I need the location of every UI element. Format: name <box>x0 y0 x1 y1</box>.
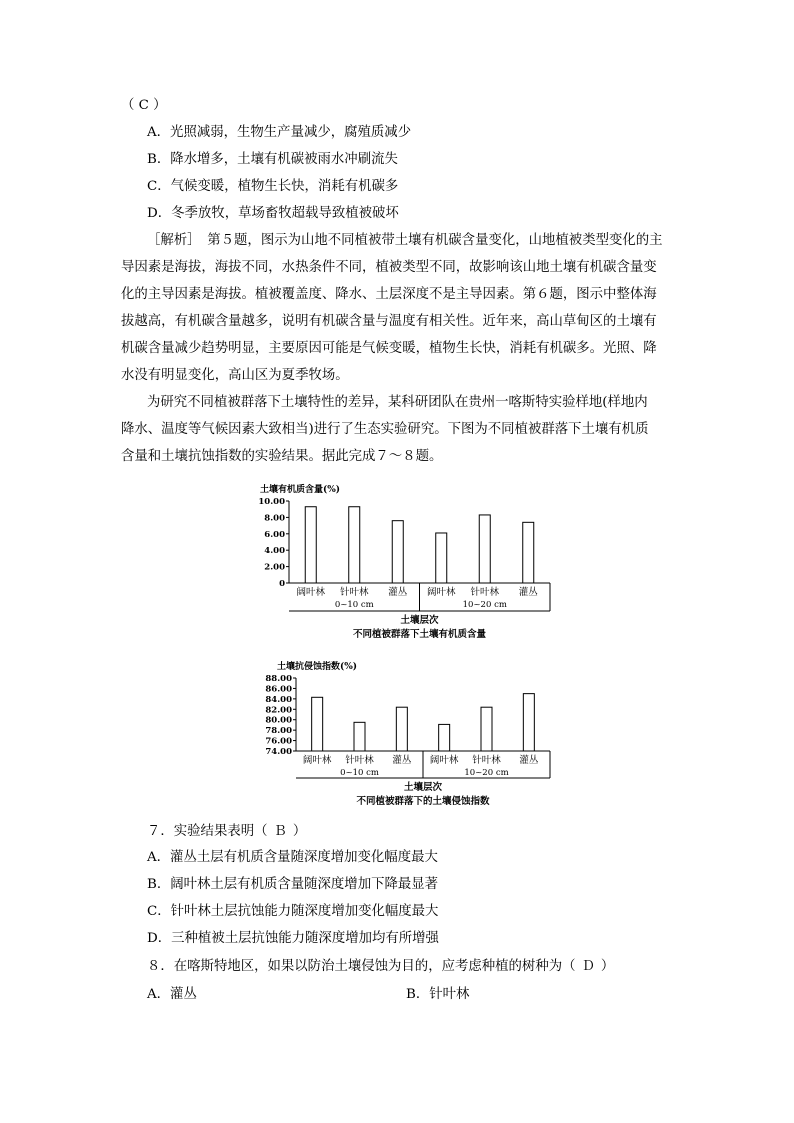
y-tick-label: 76.00 <box>265 736 292 747</box>
x-category-label: 阔叶林 <box>426 587 456 598</box>
y-axis-label: 土壤抗侵蚀指数(%) <box>277 662 358 672</box>
x-category-label: 灌丛 <box>392 755 412 766</box>
analysis-line-3: 化的主导因素是海拔。植被覆盖度、降水、土层深度不是主导因素。第６题，图示中整体海 <box>121 287 657 302</box>
bar <box>312 697 323 751</box>
y-tick-label: 82.00 <box>265 705 292 716</box>
y-tick-label: 86.00 <box>265 684 292 695</box>
x-category-label: 针叶林 <box>472 755 501 766</box>
bar <box>305 507 316 583</box>
group-label: 10~20 cm <box>464 768 509 778</box>
q7-option-c: C．针叶林土层抗蚀能力随深度增加变化幅度最大 <box>147 904 439 919</box>
bar <box>523 694 534 751</box>
x-axis-label: 土壤层次 <box>400 615 439 626</box>
intro-line-3: 含量和土壤抗蚀指数的实验结果。据此完成７～８题。 <box>121 449 443 464</box>
y-tick-label: 0 <box>279 579 285 589</box>
x-category-label: 灌丛 <box>518 587 538 598</box>
x-category-label: 灌丛 <box>519 755 539 766</box>
y-tick-label: 78.00 <box>265 726 292 737</box>
x-category-label: 阔叶林 <box>429 755 459 766</box>
y-tick-label: 4.00 <box>264 546 285 557</box>
y-tick-label: 74.00 <box>265 747 292 757</box>
q6-option-b: B．降水增多，土壤有机碳被雨水冲刷流失 <box>147 152 398 167</box>
analysis-line-4: 拔越高，有机碳含量越多，说明有机碳含量与温度有相关性。近年来，高山草甸区的土壤有 <box>121 314 657 329</box>
bar <box>354 722 365 751</box>
analysis-line-1: ［解析］ 第５题，图示为山地不同植被带土壤有机碳含量变化，山地植被类型变化的主 <box>147 233 663 248</box>
q8-stem: ８．在喀斯特地区，如果以防治土壤侵蚀为目的，应考虑种植的树种为（ Ｄ ） <box>147 958 615 974</box>
q7-stem: ７．实验结果表明（ Ｂ ） <box>147 823 307 839</box>
y-axis-label: 土壤有机质含量(%) <box>260 485 341 495</box>
bar <box>396 707 407 751</box>
bar <box>349 507 360 583</box>
intro-line-1: 为研究不同植被群落下土壤特性的差异，某科研团队在贵州一喀斯特实验样地(样地内 <box>147 395 648 410</box>
analysis-line-6: 水没有明显变化，高山区为夏季牧场。 <box>121 368 349 383</box>
q7-option-b: B．阔叶林土层有机质含量随深度增加下降最显著 <box>147 877 439 892</box>
y-tick-label: 2.00 <box>264 562 285 573</box>
chart-title: 不同植被群落下的土壤侵蚀指数 <box>356 796 490 807</box>
y-tick-label: 8.00 <box>264 513 285 524</box>
q7-answer: Ｂ <box>273 823 287 838</box>
bar <box>392 521 403 583</box>
y-tick-label: 10.00 <box>258 497 285 507</box>
y-tick-label: 84.00 <box>265 694 292 705</box>
x-axis-label: 土壤层次 <box>403 782 443 793</box>
q7-option-a: A．灌丛土层有机质含量随深度增加变化幅度最大 <box>147 850 438 865</box>
x-category-label: 针叶林 <box>339 587 369 598</box>
bar <box>481 707 492 751</box>
organic-matter-chart <box>250 478 560 648</box>
x-category-label: 灌丛 <box>388 587 408 598</box>
bar <box>436 533 447 583</box>
analysis-line-5: 机碳含量减少趋势明显，主要原因可能是气候变暖，植物生长快，消耗有机碳多。光照、降 <box>121 341 657 356</box>
y-tick-label: 88.00 <box>265 674 292 684</box>
q7-option-d: D．三种植被土层抗蚀能力随深度增加均有所增强 <box>147 931 439 946</box>
intro-line-2: 降水、温度等气候因素大致相当)进行了生态实验研究。下图为不同植被群落下土壤有机质 <box>121 422 649 437</box>
y-tick-label: 80.00 <box>265 715 292 726</box>
x-category-label: 阔叶林 <box>302 755 332 766</box>
q8-option-b: B．针叶林 <box>406 987 470 1002</box>
group-label: 10~20 cm <box>462 600 507 610</box>
chart-title: 不同植被群落下土壤有机质含量 <box>352 629 487 640</box>
x-category-label: 针叶林 <box>345 755 374 766</box>
group-label: 0~10 cm <box>340 768 379 778</box>
bar <box>523 522 534 583</box>
q6-option-a: A．光照减弱，生物生产量减少，腐殖质减少 <box>147 125 412 140</box>
q8-answer: Ｄ <box>581 958 595 973</box>
x-category-label: 针叶林 <box>470 587 500 598</box>
x-category-label: 阔叶林 <box>296 587 326 598</box>
q6-answer-paren: （ C ） <box>121 98 167 113</box>
q8-option-a: A．灌丛 <box>147 987 197 1002</box>
q6-option-d: D．冬季放牧，草场畜牧超载导致植被破坏 <box>147 206 399 221</box>
bar <box>479 515 490 583</box>
bar <box>439 724 450 751</box>
analysis-line-2: 导因素是海拔，海拔不同，水热条件不同，植被类型不同，故影响该山地土壤有机碳含量变 <box>121 260 657 275</box>
erosion-index-chart <box>250 658 560 808</box>
group-label: 0~10 cm <box>334 600 374 610</box>
y-tick-label: 6.00 <box>264 529 285 540</box>
q6-option-c: C．气候变暖，植物生长快，消耗有机碳多 <box>147 179 399 194</box>
